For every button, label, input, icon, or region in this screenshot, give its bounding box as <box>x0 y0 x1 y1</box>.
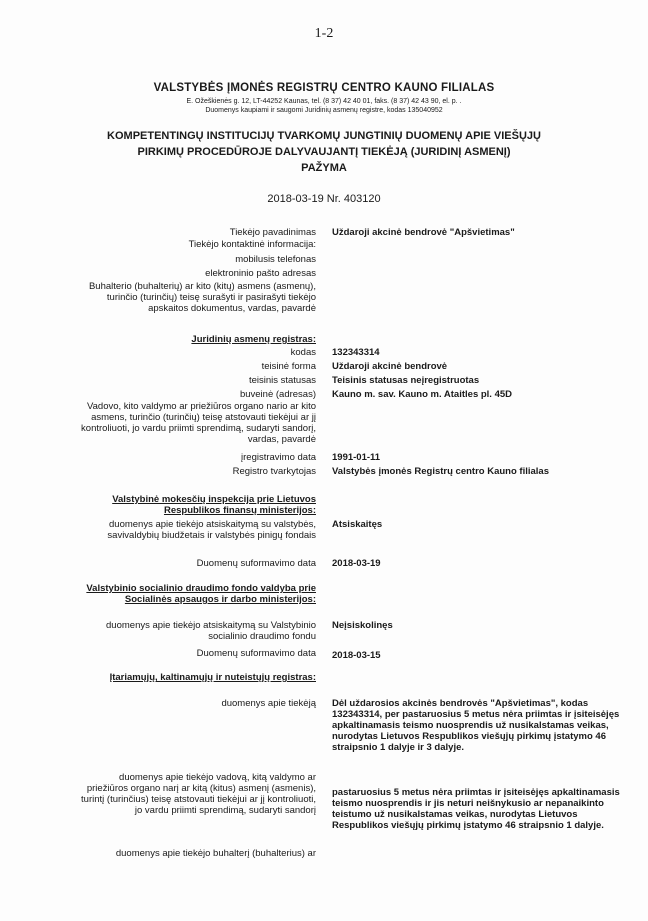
label-registration-date: įregistravimo data <box>241 452 316 463</box>
label-code: kodas <box>290 347 316 358</box>
section-suspects-registry: Įtariamųjų, kaltinamųjų ir nuteistųjų registras: <box>109 672 316 683</box>
label-accountant-data: duomenys apie tiekėjo buhalterį (buhalterius) ar <box>115 848 316 859</box>
value-legal-form: Uždaroji akcinė bendrovė <box>332 361 448 372</box>
section-legal-entities-registry: Juridinių asmenų registras: <box>191 334 316 345</box>
value-supplier-name: Uždaroji akcinė bendrovė "Apšvietimas" <box>332 227 515 238</box>
label-legal-status: teisinis statusas <box>248 375 316 386</box>
label-manager: Vadovo, kito valdymo ar priežiūros organo nario ar kito asmens, turinčio (turinčių) teisę atstovauti tiekėjui ar jį kontroliuoti, jo vardu priimti sprendimą, sudaryti sandorį, vardas, pavardė <box>81 401 316 445</box>
label-mobile-phone: mobilusis telefonas <box>235 254 316 265</box>
label-tax-settlement: duomenys apie tiekėjo atsiskaitymą su valstybės, savivaldybių biudžetais ir valstybės pinigų fondais <box>107 519 316 541</box>
value-code: 132343314 <box>332 347 380 358</box>
address-line: E. Ožeškienės g. 12, LT-44252 Kaunas, tel. (8 37) 42 40 01, faks. (8 37) 42 43 90, el. p. . <box>186 98 462 105</box>
organization-name: VALSTYBĖS ĮMONĖS REGISTRŲ CENTRO KAUNO FILIALAS <box>153 82 495 94</box>
title-line-2: PIRKIMŲ PROCEDŪROJE DALYVAUJANTĮ TIEKĖJĄ (JURIDINĮ ASMENĮ) <box>137 146 511 158</box>
label-supplier-data: duomenys apie tiekėją <box>221 698 316 709</box>
label-email: elektroninio pašto adresas <box>205 268 316 279</box>
value-registry-keeper: Valstybės įmonės Registrų centro Kauno filialas <box>332 466 549 477</box>
title-line-1: KOMPETENTINGŲ INSTITUCIJŲ TVARKOMŲ JUNGTINIŲ DUOMENŲ APIE VIEŠŲJŲ <box>107 130 541 142</box>
label-registry-keeper: Registro tvarkytojas <box>232 466 316 477</box>
section-tax-inspectorate: Valstybinė mokesčių inspekcija prie Lietuvos Respublikos finansų ministerijos: <box>112 494 316 516</box>
section-social-insurance: Valstybinio socialinio draudimo fondo valdyba prie Socialinės apsaugos ir darbo ministerijos: <box>86 583 316 605</box>
value-tax-data-date: 2018-03-19 <box>332 558 381 569</box>
label-address: buveinė (adresas) <box>239 389 316 400</box>
value-supplier-data: Dėl uždarosios akcinės bendrovės "Apšvietimas", kodas 132343314, per pastaruosius 5 metus nėra priimtas ir įsiteisėjęs apkaltinamasis teismo nuosprendis už nusikalstamas veikas, nurodytas Lietuvos Respublikos viešųjų pirkimų įstatymo 46 straipsnio 1 dalyje ir 3 dalyje. <box>332 698 620 753</box>
label-tax-data-date: Duomenų suformavimo data <box>196 558 316 569</box>
value-registration-date: 1991-01-11 <box>332 452 381 463</box>
title-line-3: PAŽYMA <box>301 162 347 174</box>
value-social-data-date: 2018-03-15 <box>332 650 381 661</box>
value-legal-status: Teisinis statusas neįregistruotas <box>332 375 480 386</box>
label-contact-info: Tiekėjo kontaktinė informacija: <box>188 239 316 250</box>
page-number: 1-2 <box>314 26 334 41</box>
document-date-number: 2018-03-19 Nr. 403120 <box>267 193 381 205</box>
organization-address <box>0 97 648 115</box>
value-social-settlement: Neįsiskolinęs <box>332 620 393 631</box>
value-address: Kauno m. sav. Kauno m. Ataitles pl. 45D <box>332 389 513 400</box>
value-manager-data: pastaruosius 5 metus nėra priimtas ir įsiteisėjęs apkaltinamasis teismo nuosprendis ir jis neturi neišnykusio ar nepanaikinto teistumo už nusikalstamas veikas, nurodytas Lietuvos Respublikos viešųjų pirkimų įstatymo 46 straipsnio 1 dalyje. <box>332 787 620 831</box>
document-title <box>0 128 648 176</box>
label-manager-data: duomenys apie tiekėjo vadovą, kitą valdymo ar priežiūros organo narį ar kitą (kitus) asmenį (asmenis), turintį (turinčius) teisę atstovauti tiekėjui ar jį kontroliuoti, jo vardu priimti sprendimą, sudaryti sandorį <box>81 772 316 816</box>
label-legal-form: teisinė forma <box>261 361 316 372</box>
registry-note: Duomenys kaupiami ir saugomi Juridinių asmenų registre, kodas 135040952 <box>205 107 443 114</box>
label-accountant: Buhalterio (buhalterių) ar kito (kitų) asmens (asmenų), turinčio (turinčių) teisę surašyti ir pasirašyti tiekėjo apskaitos dokumentus, vardas, pavardė <box>88 281 316 314</box>
label-social-settlement: duomenys apie tiekėjo atsiskaitymą su Valstybinio socialinio draudimo fondu <box>106 620 316 642</box>
label-supplier-name: Tiekėjo pavadinimas <box>229 227 316 238</box>
value-tax-settlement: Atsiskaitęs <box>332 519 383 530</box>
label-social-data-date: Duomenų suformavimo data <box>196 648 316 659</box>
